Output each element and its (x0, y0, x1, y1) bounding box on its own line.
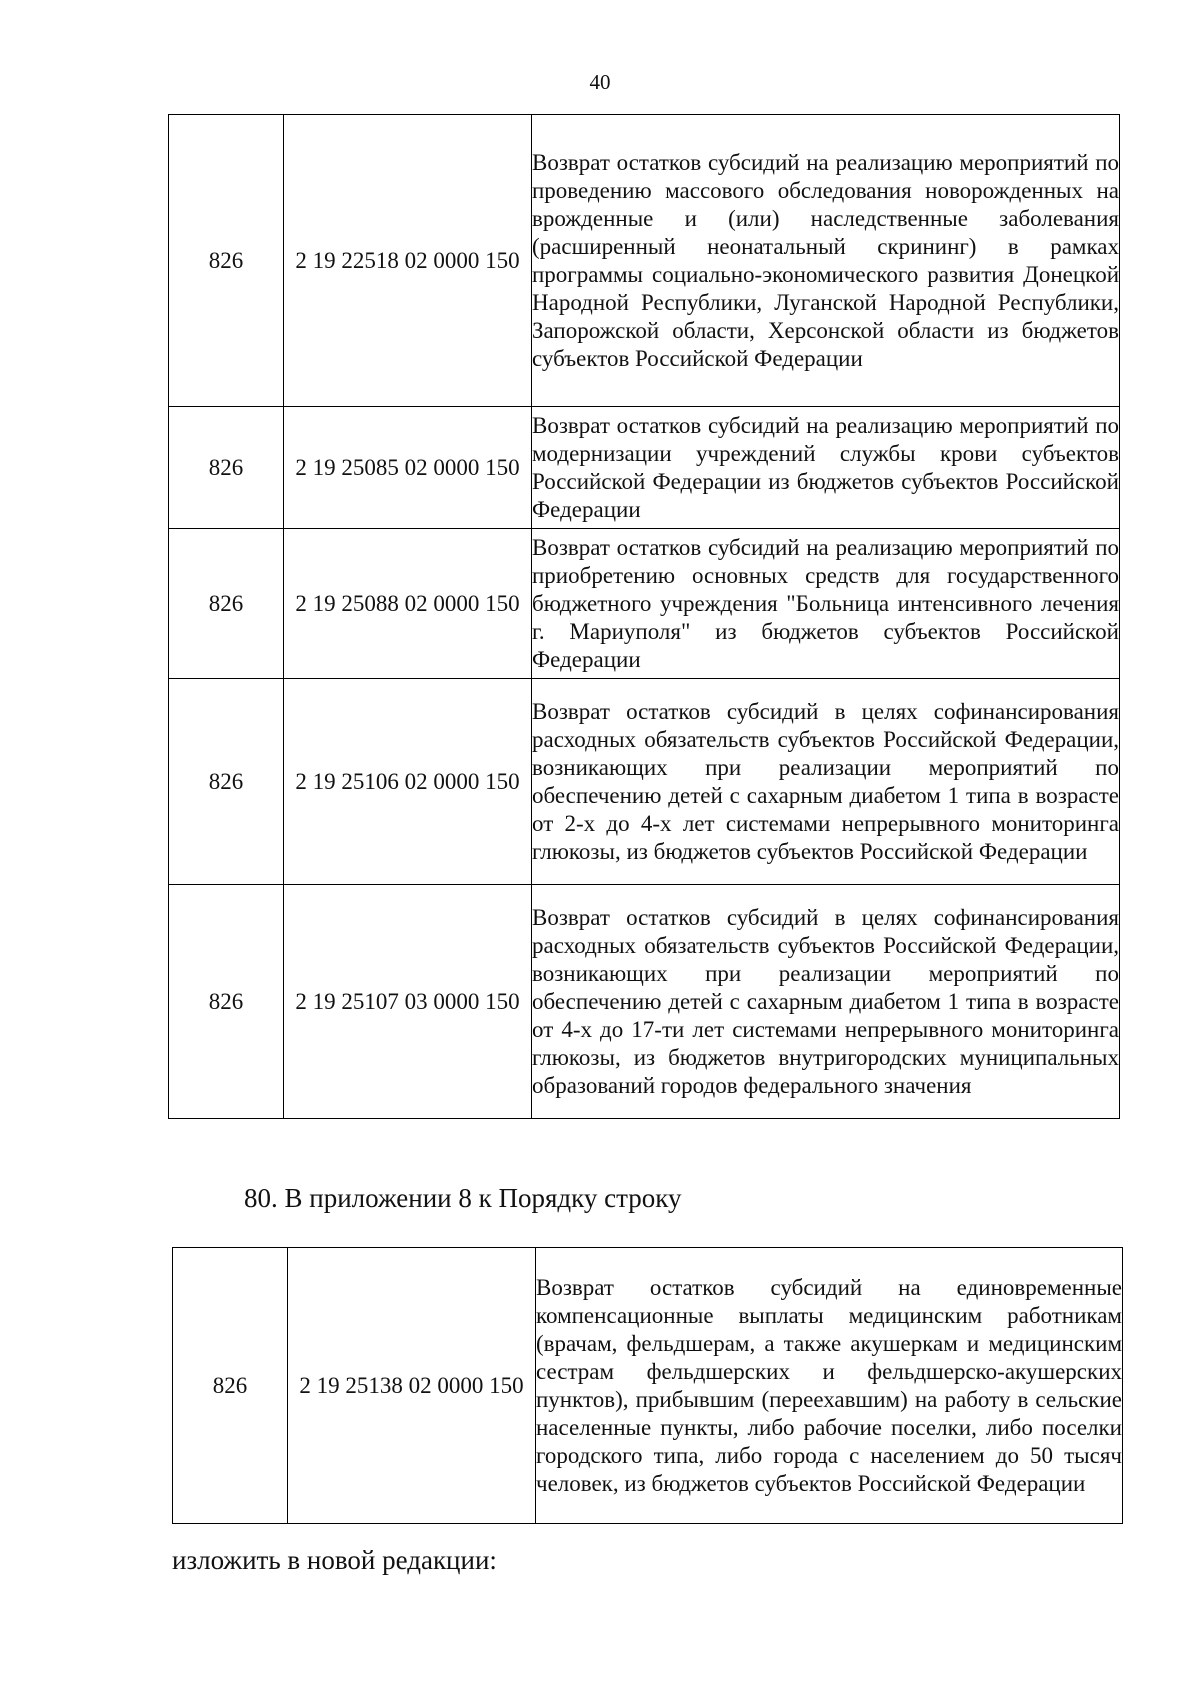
kbk-code-cell: 2 19 25138 02 0000 150 (288, 1248, 536, 1524)
admin-code-cell: 826 (169, 885, 284, 1119)
admin-code-cell: 826 (173, 1248, 288, 1524)
description-cell: Возврат остатков субсидий в целях софинансирования расходных обязательств субъектов Российской Федерации, возникающих при реализации мероприятий по обеспечению детей с сахарным диабетом 1 типа в возрасте от 4-х до 17-ти лет системами непрерывного мониторинга глюкозы, из бюджетов внутригородских муниципальных образований городов федерального значения (532, 885, 1120, 1119)
paragraph-80: 80. В приложении 8 к Порядку строку (244, 1183, 682, 1213)
table-row (173, 1248, 1123, 1524)
description-cell: Возврат остатков субсидий на реализацию мероприятий по приобретению основных средств для государственного бюджетного учреждения "Больница интенсивного лечения г. Мариуполя" из бюджетов субъектов Российской Федерации (532, 529, 1120, 679)
kbk-code-cell: 2 19 25088 02 0000 150 (284, 529, 532, 679)
admin-code-cell: 826 (169, 529, 284, 679)
page-number: 40 (589, 70, 611, 94)
kbk-code-cell: 2 19 25106 02 0000 150 (284, 679, 532, 885)
table-row (169, 679, 1120, 885)
table-row (169, 407, 1120, 529)
admin-code-cell: 826 (169, 407, 284, 529)
description-cell: Возврат остатков субсидий на единовременные компенсационные выплаты медицинским работникам (врачам, фельдшерам, а также акушеркам и медицинским сестрам фельдшерских и фельдшерско-акушерских пунктов), прибывшим (переехавшим) на работу в сельские населенные пункты, либо рабочие поселки, либо поселки городского типа, либо города с населением до 50 тысяч человек, из бюджетов субъектов Российской Федерации (536, 1248, 1123, 1524)
description-cell: Возврат остатков субсидий на реализацию мероприятий по проведению массового обследования новорожденных на врожденные и (или) наследственные заболевания (расширенный неонатальный скрининг) в рамках программы социально-экономического развития Донецкой Народной Республики, Луганской Народной Республики, Запорожской области, Херсонской области из бюджетов субъектов Российской Федерации (532, 115, 1120, 407)
admin-code-cell: 826 (169, 115, 284, 407)
budget-codes-table (168, 114, 1120, 1119)
table-row (169, 885, 1120, 1119)
kbk-code-cell: 2 19 25085 02 0000 150 (284, 407, 532, 529)
description-cell: Возврат остатков субсидий в целях софинансирования расходных обязательств субъектов Российской Федерации, возникающих при реализации мероприятий по обеспечению детей с сахарным диабетом 1 типа в возрасте от 2-х до 4-х лет системами непрерывного мониторинга глюкозы, из бюджетов субъектов Российской Федерации (532, 679, 1120, 885)
closing-text: изложить в новой редакции: (172, 1545, 497, 1575)
admin-code-cell: 826 (169, 679, 284, 885)
kbk-code-cell: 2 19 22518 02 0000 150 (284, 115, 532, 407)
table-row (169, 529, 1120, 679)
budget-codes-table-old-row (172, 1247, 1123, 1524)
table-row (169, 115, 1120, 407)
kbk-code-cell: 2 19 25107 03 0000 150 (284, 885, 532, 1119)
description-cell: Возврат остатков субсидий на реализацию мероприятий по модернизации учреждений службы крови субъектов Российской Федерации из бюджетов субъектов Российской Федерации (532, 407, 1120, 529)
